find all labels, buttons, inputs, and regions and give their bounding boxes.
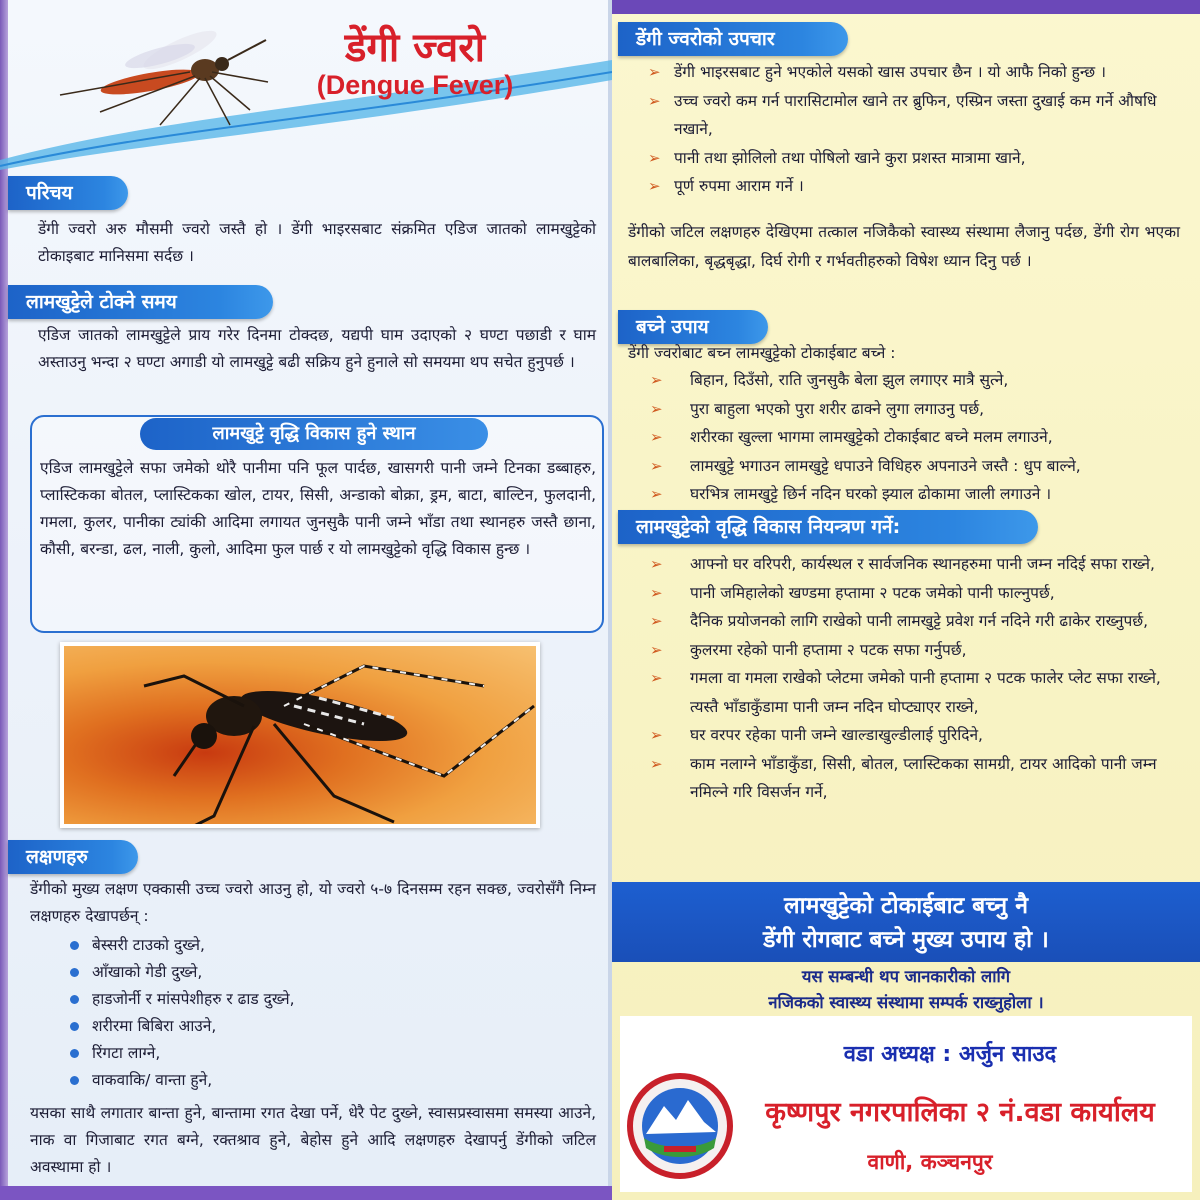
mosquito-photo-icon [64,646,540,828]
banner-line-2: डेंगी रोगबाट बच्ने मुख्य उपाय हो । [763,927,1049,953]
bite-time-heading: लामखुट्टेले टोक्ने समय [8,285,273,319]
arrow-bullet-icon: ➢ [650,485,663,503]
bullet-dot-icon [70,995,79,1004]
symptoms-list [66,932,295,1094]
bullet-dot-icon [70,968,79,977]
arrow-bullet-icon: ➢ [650,612,663,630]
list-item: ➢ घर वरपर रहेका पानी जम्ने खाल्डाखुल्डीलाई पुरिदिने, [650,721,1170,750]
list-item: ➢ काम नलाग्ने भाँडाकुँडा, सिसी, बोतल, प्लास्टिकका सामग्री, टायर आदिको पानी जम्न नमिल्ने गरि विसर्जन गर्ने, [650,750,1170,807]
symptoms-intro: डेंगीको मुख्य लक्षण एक्कासी उच्च ज्वरो आउनु हो, यो ज्वरो ५-७ दिनसम्म रहन सक्छ, ज्वरोसँगै निम्न लक्षणहरु देखापर्छन् : [30,880,596,925]
ward-chair: वडा अध्यक्ष : अर्जुन साउद [843,1042,1057,1067]
list-item: ➢ पुरा बाहुला भएको पुरा शरीर ढाक्ने लुगा लगाउनु पर्छ, [650,395,1198,424]
treatment-note: डेंगीको जटिल लक्षणहरु देखिएमा तत्काल नजिकैको स्वास्थ्य संस्थामा लैजानु पर्दछ, डेंगी रोग भएका बालबालिका, बृद्धबृद्धा, दिर्घ रोगी र गर्भवतीहरुको विषेश ध्यान दिनु पर्छ । [628,223,1180,270]
list-item: ➢ पानी तथा झोलिलो तथा पोषिलो खाने कुरा प्रशस्त मात्रामा खाने, [648,144,1170,173]
office-address: वाणी, कञ्चनपुर [867,1150,993,1174]
habitat-heading: लामखुट्टे वृद्धि विकास हुने स्थान [140,418,488,450]
symptoms-heading: लक्षणहरु [8,840,138,874]
title-english: (Dengue Fever) [316,70,514,100]
list-item: ➢ डेंगी भाइरसबाट हुने भएकोले यसको खास उपचार छैन । यो आफै निको हुन्छ । [648,58,1170,87]
list-item: बेस्सरी टाउको दुख्ने, [66,932,295,959]
prevention-intro: डेंगी ज्वरोबाट बच्न लामखुट्टेको टोकाईबाट बच्ने : [628,344,896,362]
list-item: ➢ शरीरका खुल्ला भागमा लामखुट्टेको टोकाईबाट बच्ने मलम लगाउने, [650,423,1198,452]
list-item: वाकवाकि/ वान्ता हुने, [66,1067,295,1094]
mosquito-photo [60,642,540,828]
list-item: रिंगटा लाग्ने, [66,1040,295,1067]
list-item: आँखाको गेडी दुख्ने, [66,959,295,986]
arrow-bullet-icon: ➢ [650,726,663,744]
arrow-bullet-icon: ➢ [648,148,661,167]
arrow-bullet-icon: ➢ [650,428,663,446]
arrow-bullet-icon: ➢ [648,177,661,195]
bullet-dot-icon [70,1076,79,1085]
list-item: ➢ घरभित्र लामखुट्टे छिर्न नदिन घरको झ्याल ढोकामा जाली लगाउने । [650,480,1198,509]
arrow-bullet-icon: ➢ [650,399,663,418]
nepal-emblem-icon [626,1072,734,1180]
arrow-bullet-icon: ➢ [650,456,663,475]
list-item: ➢ गमला वा गमला राखेको प्लेटमा जमेको पानी हप्तामा २ पटक फालेर प्लेट सफा राख्ने, त्यस्तै भाँडाकुँडामा पानी जम्न नदिन घोप्ट्याएर राख्ने, [650,664,1170,721]
arrow-bullet-icon: ➢ [650,640,663,659]
left-edge-strip [0,0,8,1200]
intro-heading: परिचय [8,176,128,210]
control-list [650,550,1170,807]
treatment-heading: डेंगी ज्वरोको उपचार [618,22,848,56]
arrow-bullet-icon: ➢ [650,754,663,773]
control-heading: लामखुट्टेको वृद्धि विकास नियन्त्रण गर्ने: [618,510,1038,544]
symptoms-outro: यसका साथै लगातार बान्ता हुने, बान्तामा रगत देखा पर्ने, धेरै पेट दुख्ने, स्वासप्रस्वासमा समस्या आउने, नाक वा गिजाबाट रगत बग्ने, रक्तश्राव हुने, बेहोस हुने आदि लक्षणहरु देखापर्नु डेंगीको जटिल अवस्थामा हो । [30,1104,596,1176]
arrow-bullet-icon: ➢ [650,555,663,573]
title-nepali: डेंगी ज्वरो [344,25,486,71]
arrow-bullet-icon: ➢ [650,583,663,602]
prevention-heading: बच्ने उपाय [618,310,768,344]
arrow-bullet-icon: ➢ [650,371,663,389]
arrow-bullet-icon: ➢ [648,63,661,81]
list-item: ➢ पानी जमिहालेको खण्डमा हप्तामा २ पटक जमेको पानी फाल्नुपर्छ, [650,579,1170,608]
left-footer-strip [0,1186,612,1200]
mosquito-illustration-icon [40,20,270,130]
arrow-bullet-icon: ➢ [650,669,663,687]
bullet-dot-icon [70,941,79,950]
bullet-dot-icon [70,1049,79,1058]
banner-line-1: लामखुट्टेको टोकाईबाट बच्नु नै [784,893,1028,919]
list-item: ➢ पूर्ण रुपमा आराम गर्ने । [648,172,1170,201]
contact-line-1: यस सम्बन्धी थप जानकारीको लागि [801,967,1011,986]
list-item: शरीरमा बिबिरा आउने, [66,1013,295,1040]
intro-text: डेंगी ज्वरो अरु मौसमी ज्वरो जस्तै हो । डेंगी भाइरसबाट संक्रमित एडिज जातको लामखुट्टेको टोकाइबाट मानिसमा सर्दछ । [38,220,596,265]
arrow-bullet-icon: ➢ [648,91,661,110]
list-item: ➢ उच्च ज्वरो कम गर्न पारासिटामोल खाने तर ब्रुफिन, एस्प्रिन जस्ता दुखाई कम गर्ने औषधि नखाने, [648,87,1170,144]
list-item: ➢ आफ्नो घर वरिपरी, कार्यस्थल र सार्वजनिक स्थानहरुमा पानी जम्न नदिई सफा राख्ने, [650,550,1170,579]
list-item: ➢ लामखुट्टे भगाउन लामखुट्टे धपाउने विधिहरु अपनाउने जस्तै : धुप बाल्ने, [650,452,1198,481]
office-name: कृष्णपुर नगरपालिका २ नं.वडा कार्यालय [765,1097,1155,1128]
right-top-strip [612,0,1200,14]
list-item: ➢ कुलरमा रहेको पानी हप्तामा २ पटक सफा गर्नुपर्छ, [650,636,1170,665]
prevention-list [650,366,1198,509]
list-item: हाडजोर्नी र मांसपेशीहरु र ढाड दुख्ने, [66,986,295,1013]
bullet-dot-icon [70,1022,79,1031]
bite-time-text: एडिज जातको लामखुट्टेले प्राय गरेर दिनमा टोक्दछ, यद्यपी घाम उदाएको २ घण्टा पछाडी र घाम अस्ताउनु भन्दा २ घण्टा अगाडी यो लामखुट्टे बढी सक्रिय हुने हुनाले सो समयमा थप सचेत हुनुपर्छ । [38,326,596,371]
key-message-banner [612,882,1200,962]
list-item: ➢ दैनिक प्रयोजनको लागि राखेको पानी लामखुट्टे प्रवेश गर्न नदिने गरी ढाकेर राख्नुपर्छ, [650,607,1170,636]
contact-note [612,964,1200,1016]
contact-line-2: नजिकको स्वास्थ्य संस्थामा सम्पर्क राख्नुहोला । [768,993,1044,1012]
treatment-list [648,58,1170,201]
list-item: ➢ बिहान, दिउँसो, राति जुनसुकै बेला झुल लगाएर मात्रै सुत्ने, [650,366,1198,395]
habitat-text: एडिज लामखुट्टेले सफा जमेको थोरै पानीमा पनि फूल पार्दछ, खासगरी पानी जम्ने टिनका डब्बाहरु, प्लास्टिकका बोतल, प्लास्टिकका खोल, टायर, सिसी, अन्डाको बोक्रा, ड्रम, बाटा, बाल्टिन, फुलदानी, गमला, कुलर, पानीका ट्यांकी आदिमा लगायत जुनसुकै पानी जम्ने भाँडा तथा स्थानहरु जस्तै छाना, कौसी, बरन्डा, ढल, नाली, कुलो, आदिमा फुल पार्छ र यो लामखुट्टेको वृद्धि विकास हुन्छ । [40,459,596,558]
